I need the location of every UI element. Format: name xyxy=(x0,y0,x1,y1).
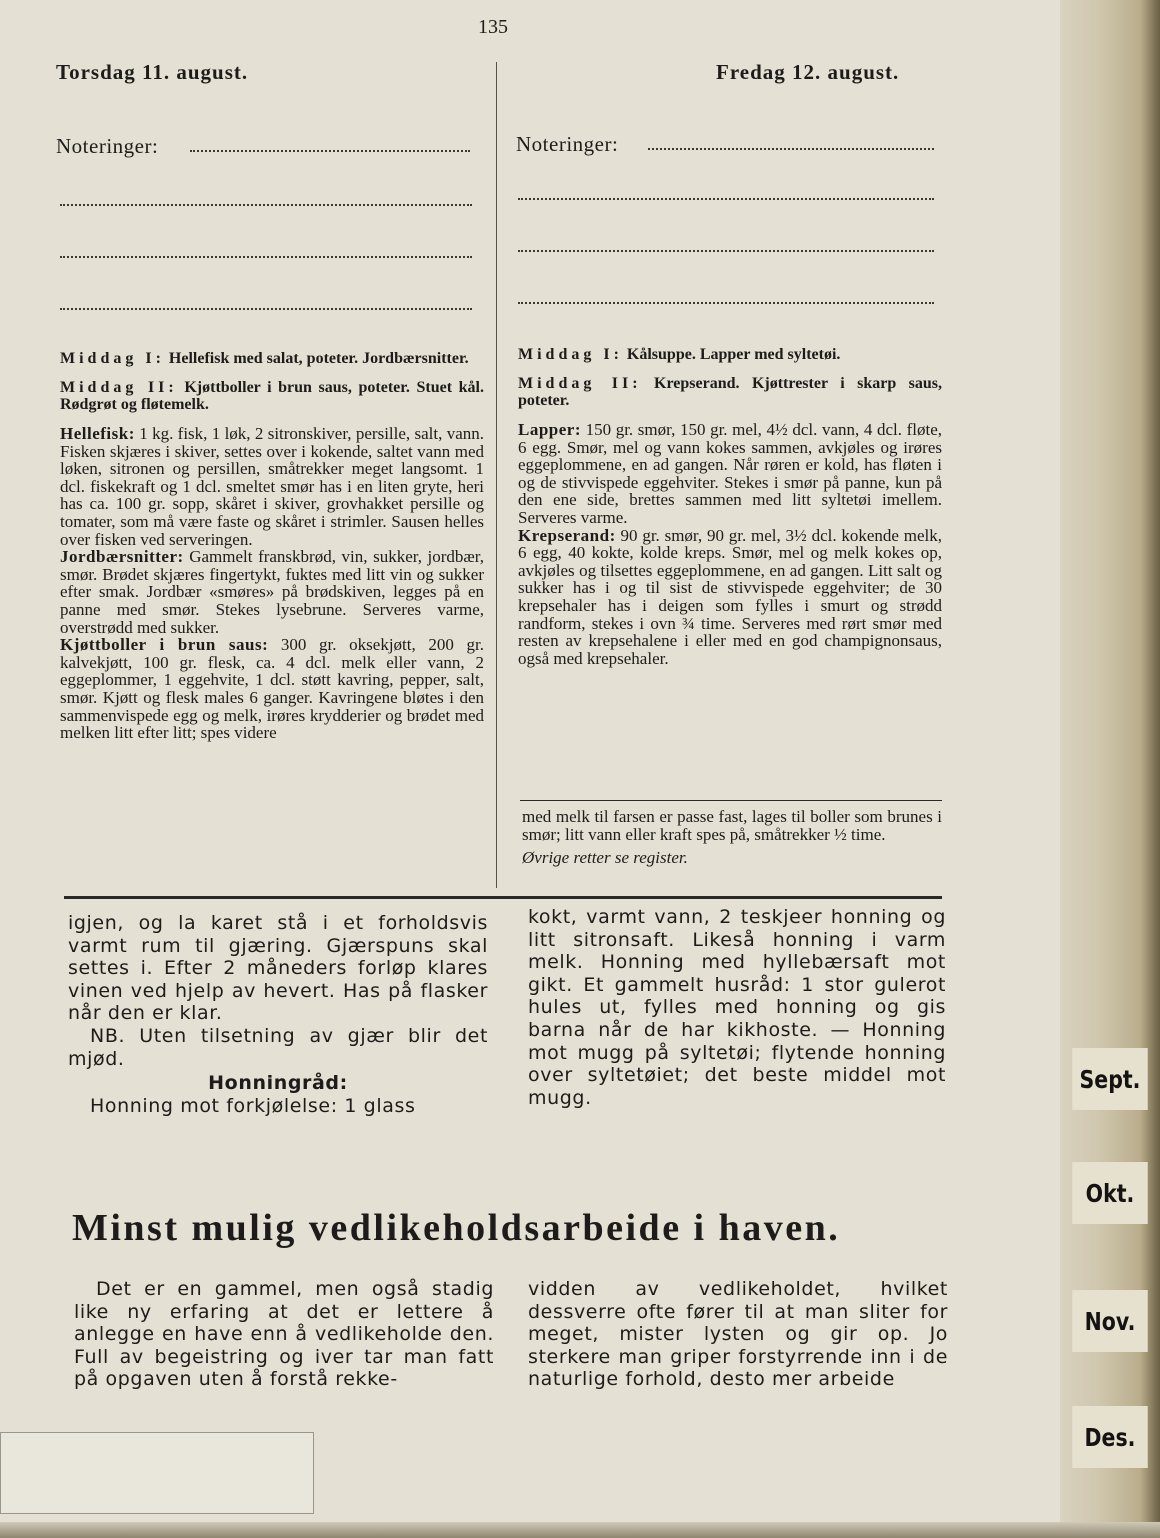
recipe-jordbaersnitter xyxy=(60,548,484,636)
left-day-heading: Torsdag 11. august. xyxy=(56,60,249,84)
recipe-name: Lapper: xyxy=(518,420,581,439)
continuation-text: med melk til farsen er passe fast, lages til boller som brunes i smør; litt vann eller kraft spes på, småtrekker ½ time. xyxy=(522,807,942,844)
honey-advice-right xyxy=(528,906,946,1109)
mead-note: NB. Uten tilsetning av gjær blir det mjød. xyxy=(68,1024,488,1070)
left-menu-2 xyxy=(60,379,484,413)
left-notes-line xyxy=(60,308,472,310)
recipe-text: 1 kg. fisk, 1 løk, 2 sitronskiver, persille, salt, vann. Fisken skjæres i skiver, settes over i kokende, saltet vann med løken, sitronen og persillen, småtrekker meget langsomt. 1 dcl. fiskekraft og 1 dcl. smeltet smør has i en liten gryte, heri has ca. 100 gr. sopp, skåret i skiver, grovhakket persille og tomater, som må være faste og skåret i strimler. Sausen helles over fisken ved serveringen. xyxy=(60,424,484,549)
recipe-lapper xyxy=(518,421,942,527)
menu-prefix: Middag II: xyxy=(60,379,178,396)
article-right-column xyxy=(528,1278,948,1391)
left-notes-line xyxy=(190,150,470,152)
recipe-text: 90 gr. smør, 90 gr. mel, 3½ dcl. kokende melk, 6 egg, 40 kokte, kolde kreps. Smør, mel og melk kokes op, avkjøles og tilsettes eggeplommene, en ad gangen. Litt salt og sukker has i og til sist de stivvispede eggehviter; de 30 krepsehaler has i deigen som fylles i smurt og strødd randform, stekes i ovn ¾ time. Serveres med rørt smør med resten av krepsehalene i eller med en god champignonsaus, også med krepsehaler. xyxy=(518,525,943,668)
recipe-text: Gammelt franskbrød, vin, sukker, jordbær, smør. Brødet skjæres fingertykt, fuktes med litt vin og sukker efter smak. Jordbær «smøres» på brødskiven, legges på en panne med smør. Stekes lysebrune. Serveres varme, overstrødd med sukker. xyxy=(60,547,484,637)
menu-text: Hellefisk med salat, poteter. Jordbærsnitter. xyxy=(168,350,469,367)
recipe-name: Kjøttboller i brun saus: xyxy=(60,635,269,655)
month-tab-okt[interactable]: Okt. xyxy=(1072,1162,1147,1224)
kjottboller-continuation xyxy=(522,808,942,867)
library-stamp-box xyxy=(0,1432,314,1514)
right-notes-line xyxy=(518,250,934,252)
continuation-rule xyxy=(520,800,942,801)
left-recipe-column xyxy=(60,350,484,742)
right-notes-label: Noteringer: xyxy=(516,132,619,156)
menu-prefix: Middag I: xyxy=(518,346,623,363)
month-tab-sept[interactable]: Sept. xyxy=(1072,1048,1147,1110)
month-tab-des[interactable]: Des. xyxy=(1072,1406,1147,1468)
section-rule xyxy=(64,896,942,899)
right-day-heading: Fredag 12. august. xyxy=(716,60,900,84)
right-notes-line xyxy=(518,302,934,304)
menu-text: Kålsuppe. Lapper med syltetøi. xyxy=(626,346,841,363)
right-notes-line xyxy=(648,148,934,150)
left-notes-line xyxy=(60,204,472,206)
recipe-kjottboller xyxy=(60,636,484,742)
right-menu-2 xyxy=(518,375,942,409)
recipe-name: Hellefisk: xyxy=(60,424,135,443)
register-footnote: Øvrige retter se register. xyxy=(522,848,688,868)
right-recipe-column xyxy=(518,346,942,667)
menu-prefix: Middag II: xyxy=(518,375,642,392)
left-notes-line xyxy=(60,256,472,258)
menu-text: Krepserand. Kjøttrester i skarp saus, poteter. xyxy=(518,375,943,409)
recipe-text: 300 gr. oksekjøtt, 200 gr. kalvekjøtt, 100 gr. flesk, ca. 4 dcl. melk eller vann, 2 eggeplommer, 1 eggehvite, 1 dcl. støtt kavring, pepper, salt, smør. Kjøtt og flesk males 6 ganger. Kavringene bløtes i den sammenvispede egg og melk, irøres krydderier og brødet med melken litt efter litt; spes videre xyxy=(60,635,484,743)
honey-advice-start: Honning mot forkjølelse: 1 glass xyxy=(90,1094,416,1117)
menu-text: Kjøttboller i brun saus, poteter. Stuet kål. Rødgrøt og fløtemelk. xyxy=(60,379,485,413)
article-text-left: Det er en gammel, men også stadig like ny erfaring at det er lettere å anlegge en have enn å vedlikeholde den. Full av begeistring og iver tar man fatt på opgaven uten å forstå rekke- xyxy=(74,1278,494,1391)
recipe-name: Jordbærsnitter: xyxy=(60,547,184,567)
recipe-name: Krepserand: xyxy=(518,525,616,545)
page-number: 135 xyxy=(478,16,508,38)
mead-paragraph: igjen, og la karet stå i et forholdsvis varmt rum til gjæring. Gjærspuns skal settes i. Efter 2 måneders forløp klares vinen ved hjelp av hevert. Has på flasker når den er klar. xyxy=(68,912,488,1025)
article-text-right: vidden av vedlikeholdet, hvilket dessverre ofte fører til at man sliter for meget, mister lysten og gir op. Jo sterkere man griper forstyrrende inn i de naturlige forhold, desto mer arbeide xyxy=(528,1278,948,1391)
honey-advice-continued: kokt, varmt vann, 2 teskjeer honning og litt sitronsaft. Likeså honning i varm melk. Honning med hyllebærsaft mot gikt. Et gammelt husråd: 1 stor gulerot hules ut, fylles med honning og gis barna når de har kikhoste. — Honning mot mugg på syltetøi; flytende honning over syltetøiet; det beste middel mot mugg. xyxy=(528,906,946,1109)
recipe-krepserand xyxy=(518,527,942,668)
mead-and-honey-left xyxy=(68,912,488,1117)
article-left-column xyxy=(74,1278,494,1391)
menu-prefix: Middag I: xyxy=(60,350,165,367)
right-menu-1 xyxy=(518,346,942,363)
month-tab-nov[interactable]: Nov. xyxy=(1072,1290,1147,1352)
honey-advice-heading: Honningråd: xyxy=(208,1072,348,1095)
bottom-edge xyxy=(0,1522,1160,1538)
column-divider xyxy=(496,62,497,888)
recipe-text: 150 gr. smør, 150 gr. mel, 4½ dcl. vann, 4 dcl. fløte, 6 egg. Smør, mel og vann kokes sammen, avkjøles og irøres eggeplommene, en ad gangen. Når røren er kold, has fløten i og de stivvispede eggehviter. Stekes i smør på panne, kun på den ene side, brettes sammen med litt syltetøi imellem. Serveres varme. xyxy=(518,420,942,527)
right-notes-line xyxy=(518,198,934,200)
recipe-hellefisk xyxy=(60,425,484,548)
article-title: Minst mulig vedlikeholdsarbeide i haven. xyxy=(72,1207,841,1249)
left-menu-1 xyxy=(60,350,484,367)
left-notes-label: Noteringer: xyxy=(56,134,159,158)
